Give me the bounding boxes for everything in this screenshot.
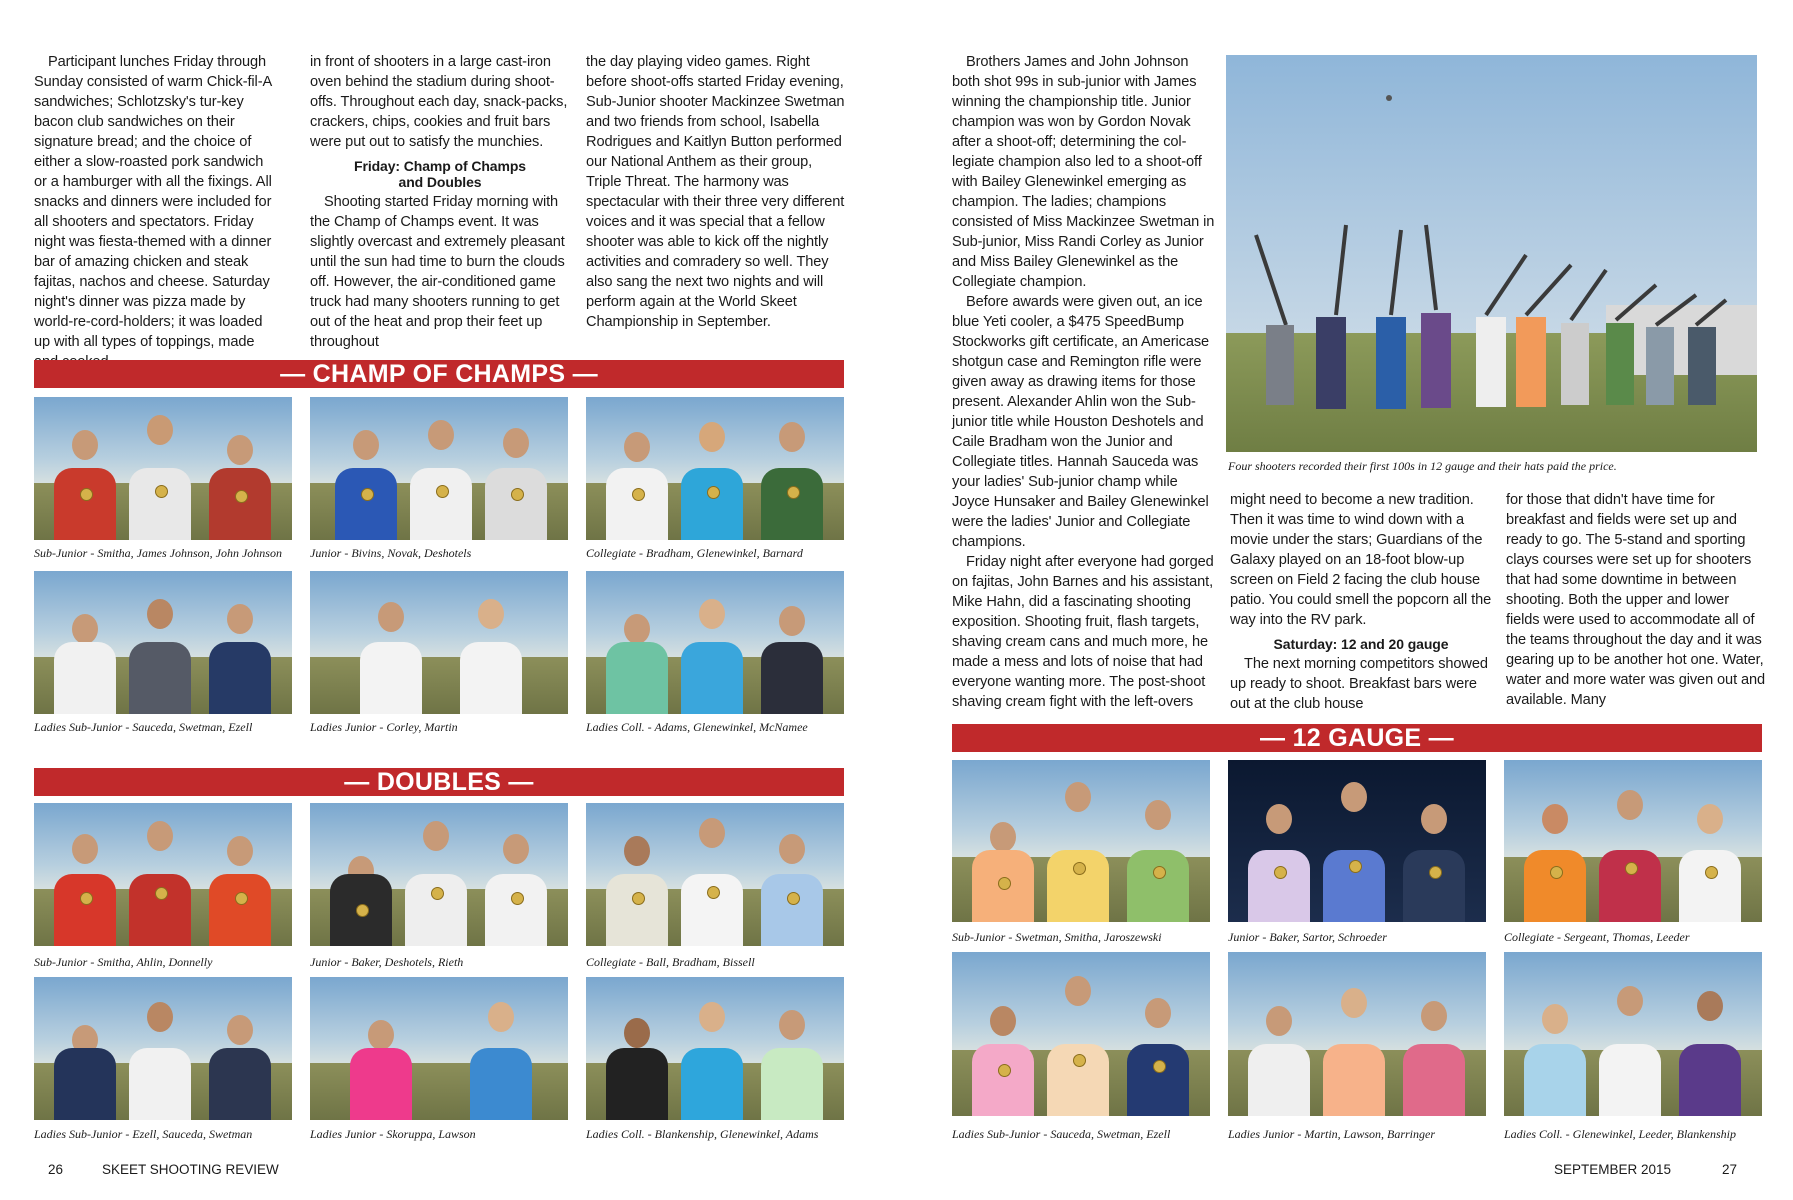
right-col-1 [952,52,1216,712]
photo-doubles-sub-junior [34,803,292,946]
photo-doubles-junior [310,803,568,946]
caption-champ-ladies-sub-junior: Ladies Sub-Junior - Sauceda, Swetman, Ezell [34,720,253,734]
champ-of-champs-banner: — CHAMP OF CHAMPS — [34,360,844,388]
photo-12-collegiate [1504,760,1762,922]
caption-champ-sub-junior: Sub-Junior - Smitha, James Johnson, John Johnson [34,546,282,560]
section-heading-friday: Friday: Champ of Champs and Doubles [354,158,526,190]
photo-champ-ladies-sub-junior [34,571,292,714]
caption-12-ladies-collegiate: Ladies Coll. - Glenewinkel, Leeder, Blankenship [1504,1127,1736,1141]
photo-shooters-hats [1226,55,1757,452]
doubles-banner: — DOUBLES — [34,768,844,796]
photo-12-ladies-collegiate [1504,952,1762,1116]
photo-champ-sub-junior [34,397,292,540]
photo-doubles-ladies-sub-junior [34,977,292,1120]
photo-12-ladies-sub-junior [952,952,1210,1116]
caption-champ-ladies-collegiate: Ladies Coll. - Adams, Glenewinkel, McNamee [586,720,808,734]
left-page-number: 26 [48,1162,64,1177]
caption-doubles-collegiate: Collegiate - Ball, Bradham, Bissell [586,955,755,969]
caption-doubles-sub-junior: Sub-Junior - Smitha, Ahlin, Donnelly [34,955,213,969]
photo-12-sub-junior [952,760,1210,922]
left-col-3-text: the day playing video games. Right before shoot-offs started Friday evening, Sub-Junior shooter Mackinzee Swetman and two friends from school, Isabella Rodrigues and Kaitlyn Button performed our National Anthem as their group, Triple Threat. The harmony was spectacular with their three very different voices and it was special that a fellow shooter was able to kick off the nightly activities and comradery so well. They also sang the next two nights and will perform again at the World Skeet Championship in September. [586,54,845,330]
caption-12-junior: Junior - Baker, Sartor, Schroeder [1228,930,1387,944]
photo-12-ladies-junior [1228,952,1486,1116]
caption-12-ladies-junior: Ladies Junior - Martin, Lawson, Barringer [1228,1127,1436,1141]
caption-doubles-ladies-junior: Ladies Junior - Skoruppa, Lawson [310,1127,476,1141]
right-col-1-p2: Before awards were given out, an ice blue Yeti cooler, a $475 SpeedBump Stockworks gift certificate, an Americase shotgun case and Remington rifle were given away as drawing items for those present. Alexander Ahlin won the Sub-junior title while Houston Deshotels and Caile Bradham won the Junior and Collegiate titles. Hannah Sauceda was your ladies' Sub-junior champ while Joyce Hunsaker and Bailey Glenewinkel were the ladies' Junior and Collegiate champions. [952,294,1210,550]
caption-champ-junior: Junior - Bivins, Novak, Deshotels [310,546,472,560]
caption-12-collegiate: Collegiate - Sergeant, Thomas, Leeder [1504,930,1690,944]
photo-doubles-ladies-collegiate [586,977,844,1120]
right-page-number: 27 [1722,1162,1738,1177]
photo-champ-collegiate [586,397,844,540]
photo-champ-junior [310,397,568,540]
right-col-3-text: for those that didn't have time for breakfast and fields were set up and ready to go. The 5-stand and sporting clays courses were set up for shooters that had some downtime in between shooting. Both the upper and lower fields were used to accommodate all of the teams throughout the day and it was gearing up to be another hot one. Water, water and more water was given out and available. Many [1506,492,1766,708]
photo-12-junior [1228,760,1486,922]
left-col-3 [586,52,848,332]
left-col-1 [34,52,276,372]
twelve-gauge-banner: — 12 GAUGE — [952,724,1762,752]
left-col-2 [310,52,570,352]
caption-champ-collegiate: Collegiate - Bradham, Glenewinkel, Barnard [586,546,803,560]
shooters-silhouettes [1226,55,1757,452]
left-col-1-text: Participant lunches Friday through Sunday consisted of warm Chick-fil-A sandwiches; Schlotzsky's tur-key bacon club sandwiches on their signature bread; and the choice of either a slow-roasted pork sandwich or a hamburger with all the fixings. All snacks and dinners were included for all shooters and spectators. Friday night was fiesta-themed with a dinner bar of amazing chicken and steak fajitas, nachos and cheese. Saturday night's dinner was pizza made by world-re-cord-holders; it was loaded up with all types of toppings, made [34,54,272,350]
photo-champ-ladies-collegiate [586,571,844,714]
caption-doubles-ladies-sub-junior: Ladies Sub-Junior - Ezell, Sauceda, Swetman [34,1127,253,1141]
left-publication-name: SKEET SHOOTING REVIEW [102,1162,279,1177]
right-col-2-text-a: might need to become a new tradition. Then it was time to wind down with a movie under the stars; Guardians of the Galaxy played on an 18-foot blow-up screen on Field 2 facing the club house patio. You could smell the popcorn all the way into the RV park. [1230,492,1492,628]
caption-shooters-hats: Four shooters recorded their first 100s in 12 gauge and their hats paid the price. [1228,459,1617,473]
caption-doubles-junior: Junior - Baker, Deshotels, Rieth [310,955,464,969]
right-col-2 [1230,490,1492,714]
left-col-2-text-a: in front of shooters in a large cast-iron oven behind the stadium during shoot-offs. Throughout each day, snack-packs, crackers, chips, cookies and fruit bars were put out to satisfy the munchies. [310,54,568,150]
right-col-2-text-b: The next morning competitors showed up ready to shoot. Breakfast bars were out at the club house [1230,656,1488,712]
caption-12-sub-junior: Sub-Junior - Swetman, Smitha, Jaroszewski [952,930,1162,944]
caption-champ-ladies-junior: Ladies Junior - Corley, Martin [310,720,458,734]
photo-doubles-ladies-junior [310,977,568,1120]
right-col-1-p1: Brothers James and John Johnson both shot 99s in sub-junior with James winning the championship title. Junior champion was won by Gordon Novak after a shoot-off; determining the col-legiate champion also led to a shoot-off with Bailey Glenewinkel emerging as champion. The ladies; champions consisted of Miss Mackinzee Swetman in Sub-junior, Miss Randi Corley as Junior and Miss Bailey Glenewinkel as the Collegiate champion. [952,54,1215,290]
section-heading-saturday: Saturday: 12 and 20 gauge [1273,636,1449,652]
right-col-1-p3: Friday night after everyone had gorged on fajitas, John Barnes and his assistant, Mike Hahn, did a fascinating shooting exposition. Shooting fruit, flash targets, shaving cream cans and much more, he made a mess and lots of noise that had everyone wanting more. The post-shoot shaving cream fight with the left-overs [952,554,1214,710]
photo-champ-ladies-junior [310,571,568,714]
left-col-2-text-b: Shooting started Friday morning with the Champ of Champs event. It was slightly overcast and extremely pleasant until the sun had time to burn the clouds off. However, the air-conditioned game truck had many shooters running to get out of the heat and prop their feet up throughout [310,194,565,350]
right-col-3 [1506,490,1766,710]
right-issue-date: SEPTEMBER 2015 [1554,1162,1672,1177]
caption-12-ladies-sub-junior: Ladies Sub-Junior - Sauceda, Swetman, Ezell [952,1127,1171,1141]
caption-doubles-ladies-collegiate: Ladies Coll. - Blankenship, Glenewinkel, Adams [586,1127,819,1141]
photo-doubles-collegiate [586,803,844,946]
